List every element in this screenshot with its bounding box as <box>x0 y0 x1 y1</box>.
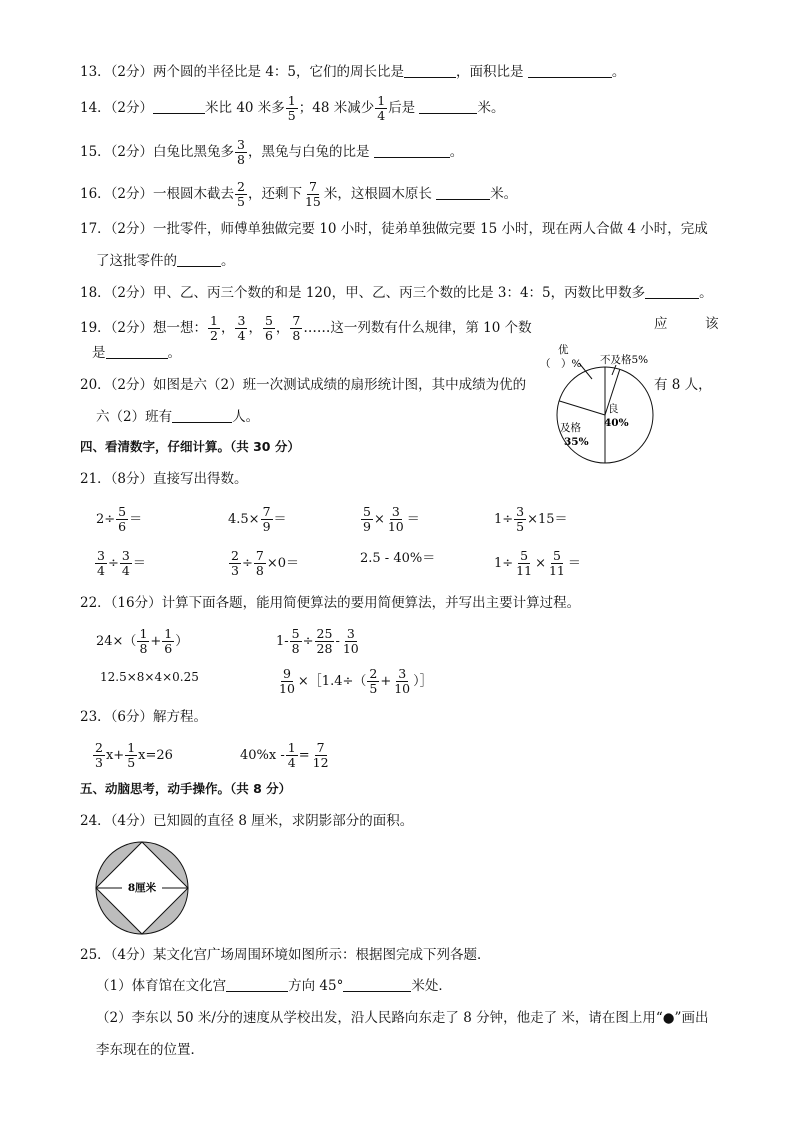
equation-23-1: $\frac{2}{3}$ x+ $\frac{1}{5}$ x=26 <box>95 740 173 770</box>
q-text: 米。 <box>490 186 518 202</box>
q-number: 23．（6分） <box>80 709 154 725</box>
q-text: 解方程。 <box>153 709 208 725</box>
q-text: 是 <box>92 345 106 361</box>
q-number: 17．（2分） <box>80 221 154 237</box>
q-text: 一根圆木截去 <box>153 186 235 202</box>
question-19: 19．（2分）想一想： $\frac{1}{2}$ ， $\frac{3}{4}$ ， $\frac{5}{6}$ ， $\frac{7}{8}$ ……这一列数有什么规律，第 10 个数 <box>80 313 532 343</box>
answer-blank[interactable] <box>419 99 477 114</box>
fraction: $\frac{7}{15}$ <box>304 179 321 209</box>
q-text: 甲、乙、丙三个数的和是 120，甲、乙、丙三个数的比是 3：4：5，丙数比甲数多 <box>153 285 646 301</box>
calc-21-8: 1÷ $\frac{5}{11}$ × $\frac{5}{11}$ ＝ <box>494 548 581 578</box>
q-text: 计算下面各题，能用简便算法的要用简便算法，并写出主要计算过程。 <box>161 595 581 611</box>
question-17 <box>80 219 708 239</box>
calc-21-5: $\frac{3}{4}$ ÷ $\frac{3}{4}$ ＝ <box>97 548 146 578</box>
q-text: 直接写出得数。 <box>153 471 248 487</box>
q-text: 。 <box>699 285 713 301</box>
q-text: 人。 <box>232 409 260 425</box>
question-20-line2 <box>96 407 259 427</box>
answer-blank[interactable] <box>106 344 168 359</box>
calc-22-1: 24×（ $\frac{1}{8}$ + $\frac{1}{6}$ ） <box>96 626 189 656</box>
calc-21-7: 2.5 - 40%＝ <box>360 551 436 566</box>
question-20 <box>80 375 526 395</box>
q-text: 米，这根圆木原长 <box>323 186 432 202</box>
answer-blank[interactable] <box>153 99 205 114</box>
question-25-part2-line2 <box>96 1040 204 1060</box>
calc-21-2: 4.5× $\frac{7}{9}$ ＝ <box>228 504 287 534</box>
q-number: 14．（2分） <box>80 100 154 116</box>
answer-blank[interactable] <box>226 977 288 992</box>
calc-22-3: 12.5×8×4×0.25 <box>100 670 199 684</box>
q-text: 某文化宫广场周围环境如图所示：根据图完成下列各题． <box>153 947 491 963</box>
section-heading-5: 五、动脑思考，动手操作。（共 8 分） <box>80 781 292 796</box>
q-number: 22．（16分） <box>80 595 162 611</box>
diameter-label: 8厘米 <box>127 882 157 894</box>
answer-blank[interactable] <box>374 143 450 158</box>
q-number: 13．（2分） <box>80 64 154 80</box>
fraction: $\frac{1}{2}$ <box>210 313 218 343</box>
pie-label-you: 优 <box>558 344 569 356</box>
section-heading-4: 四、看清数字，仔细计算。（共 30 分） <box>80 439 300 454</box>
q-text: 。 <box>167 345 181 361</box>
calc-22-2: 1- $\frac{5}{8}$ ÷ $\frac{25}{28}$ - $\frac{3}{10}$ <box>276 626 359 656</box>
q-number: 20．（2分） <box>80 377 154 393</box>
question-14 <box>80 94 504 123</box>
calc-21-4: 1÷ $\frac{3}{5}$ ×15＝ <box>494 504 568 534</box>
q-text: ，面积比是 <box>456 64 524 80</box>
question-13 <box>80 62 625 82</box>
fraction: $\frac{1}{4}$ <box>377 93 386 123</box>
calc-21-6: $\frac{2}{3}$ ÷ $\frac{7}{8}$ ×0＝ <box>231 548 299 578</box>
question-25 <box>80 945 491 965</box>
q19-ying: 应 <box>654 316 668 332</box>
q-text: 米。 <box>477 100 505 116</box>
q-number: 21．（8分） <box>80 471 154 487</box>
q-text: 六（2）班有 <box>96 409 173 425</box>
q-number: 16．（2分） <box>80 186 154 202</box>
q-text: 米处． <box>411 978 452 994</box>
question-19-line2 <box>92 343 181 363</box>
question-23 <box>80 707 207 727</box>
pie-label-bujige: 不及格5% <box>600 354 649 366</box>
q-text: 想一想： <box>153 320 208 336</box>
equation-23-2: 40%x - $\frac{1}{4}$ = $\frac{7}{12}$ <box>240 740 329 770</box>
answer-blank[interactable] <box>172 408 232 423</box>
q20-tail: 有 8 人， <box>654 377 712 393</box>
question-15 <box>80 138 463 167</box>
question-24 <box>80 811 413 831</box>
q-text: 如图是六（2）班一次测试成绩的扇形统计图，其中成绩为优的 <box>153 377 527 393</box>
question-16 <box>80 180 517 209</box>
q-text: ；48 米减少 <box>298 100 375 116</box>
q-text: （1）体育馆在文化宫 <box>96 978 227 994</box>
q-text: （2）李东以 50 米/分的速度从学校出发，沿人民路向东走了 8 分钟，他走了 米，请在图上用“●”画出 <box>96 1010 709 1026</box>
q-text: 。 <box>611 64 626 80</box>
question-21 <box>80 469 248 489</box>
calc-21-3: $\frac{5}{9}$ × $\frac{3}{10}$ ＝ <box>363 504 420 534</box>
fraction: $\frac{1}{5}$ <box>287 93 296 123</box>
q-number: 19．（2分） <box>80 320 154 336</box>
answer-blank[interactable] <box>645 284 699 299</box>
q-text: 米比 40 米多 <box>205 100 285 116</box>
answer-blank[interactable] <box>177 252 221 267</box>
q-number: 25．（4分） <box>80 947 154 963</box>
q19-gai: 该 <box>705 316 719 332</box>
fraction: $\frac{3}{4}$ <box>237 313 246 343</box>
calc-21-1: 2÷ $\frac{5}{6}$ ＝ <box>96 504 143 534</box>
q-number: 24．（4分） <box>80 813 154 829</box>
circle-square-figure <box>94 840 190 936</box>
fraction: $\frac{3}{8}$ <box>237 137 245 167</box>
q-text: 白兔比黑兔多 <box>153 144 235 160</box>
question-18 <box>80 283 713 303</box>
pie-label-jige: 及格 <box>560 422 581 434</box>
pie-chart <box>530 335 680 465</box>
q-text: 两个圆的半径比是 4：5，它们的周长比是 <box>153 64 405 80</box>
answer-blank[interactable] <box>343 977 411 992</box>
pie-label-liang-pct: 40% <box>604 417 629 429</box>
answer-blank[interactable] <box>528 63 612 78</box>
q-text: 了这批零件的 <box>96 253 177 269</box>
q-text: ，还剩下 <box>247 186 302 202</box>
pie-label-liang: 良 <box>608 403 619 415</box>
q-text: ……这一列数有什么规律，第 10 个数 <box>303 320 532 336</box>
q-text: 方向 45° <box>288 978 344 994</box>
q-text: 李东现在的位置． <box>96 1042 204 1058</box>
q-text: 。 <box>449 144 464 160</box>
pie-label-you-pct: （ ）% <box>540 358 582 370</box>
q-text: 。 <box>221 253 235 269</box>
q-number: 18．（2分） <box>80 285 154 301</box>
answer-blank[interactable] <box>436 185 490 200</box>
question-25-part1 <box>96 976 452 996</box>
q-number: 15．（2分） <box>80 144 154 160</box>
q-text: 一批零件，师傅单独做完要 10 小时，徒弟单独做完要 15 小时，现在两人合做 4 小时，完成 <box>153 221 708 237</box>
q-text: 已知圆的直径 8 厘米，求阴影部分的面积。 <box>153 813 414 829</box>
fraction: $\frac{5}{6}$ <box>264 313 273 343</box>
question-22 <box>80 593 580 613</box>
fraction: $\frac{7}{8}$ <box>292 313 301 343</box>
question-17-line2 <box>96 251 235 271</box>
fraction: $\frac{2}{5}$ <box>237 179 245 209</box>
answer-blank[interactable] <box>404 63 456 78</box>
pie-label-jige-pct: 35% <box>564 436 589 448</box>
q-text: 后是 <box>388 100 416 116</box>
calc-22-4: $\frac{9}{10}$ ×［1.4÷（ $\frac{2}{5}$ + $\frac{3}{10}$ ）］ <box>279 666 433 696</box>
q-text: ，黑兔与白兔的比是 <box>247 144 370 160</box>
question-25-part2 <box>96 1008 708 1028</box>
